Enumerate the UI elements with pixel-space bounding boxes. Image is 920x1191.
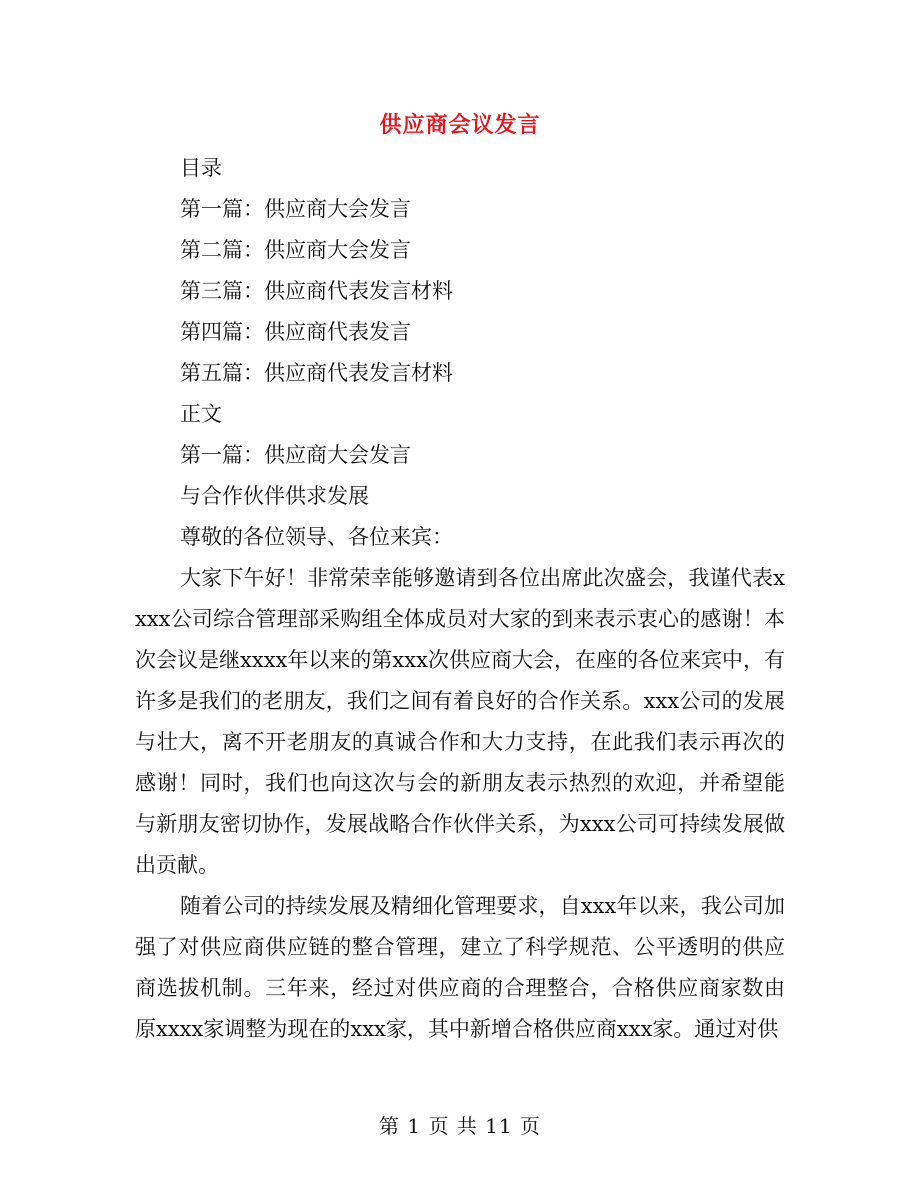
toc-item-4: 第四篇：供应商代表发言 bbox=[180, 320, 411, 344]
toc-item-5: 第五篇：供应商代表发言材料 bbox=[180, 361, 453, 385]
body-heading: 正文 bbox=[180, 402, 222, 426]
section-title: 第一篇：供应商大会发言 bbox=[180, 443, 411, 467]
section-subtitle: 与合作伙伴供求发展 bbox=[180, 484, 369, 508]
page-footer: 第 1 页 共 11 页 bbox=[379, 1114, 541, 1138]
salutation: 尊敬的各位领导、各位来宾： bbox=[180, 525, 453, 549]
document-title: 供应商会议发言 bbox=[379, 112, 541, 138]
toc-item-3: 第三篇：供应商代表发言材料 bbox=[180, 279, 453, 303]
toc-item-2: 第二篇：供应商大会发言 bbox=[180, 238, 411, 262]
body-paragraph-2: 随着公司的持续发展及精细化管理要求，自xxx年以来，我公司加强了对供应商供应链的整合管理，建立了科学规范、公平透明的供应商选拔机制。三年来，经过对供应商的合理整合，合格供应商家数由原xxxx家调整为现在的xxx家，其中新增合格供应商xxx家。通过对供 bbox=[135, 894, 785, 1041]
toc-heading: 目录 bbox=[180, 156, 222, 180]
toc-item-1: 第一篇：供应商大会发言 bbox=[180, 197, 411, 221]
body-paragraph-1: 大家下午好！非常荣幸能够邀请到各位出席此次盛会，我谨代表xxxx公司综合管理部采购组全体成员对大家的到来表示衷心的感谢！本次会议是继xxxx年以来的第xxx次供应商大会，在座的各位来宾中，有许多是我们的老朋友，我们之间有着良好的合作关系。xxx公司的发展与壮大，离不开老朋友的真诚合作和大力支持，在此我们表示再次的感谢！同时，我们也向这次与会的新朋友表示热烈的欢迎，并希望能与新朋友密切协作，发展战略合作伙伴关系，为xxx公司可持续发展做出贡献。 bbox=[135, 566, 785, 877]
